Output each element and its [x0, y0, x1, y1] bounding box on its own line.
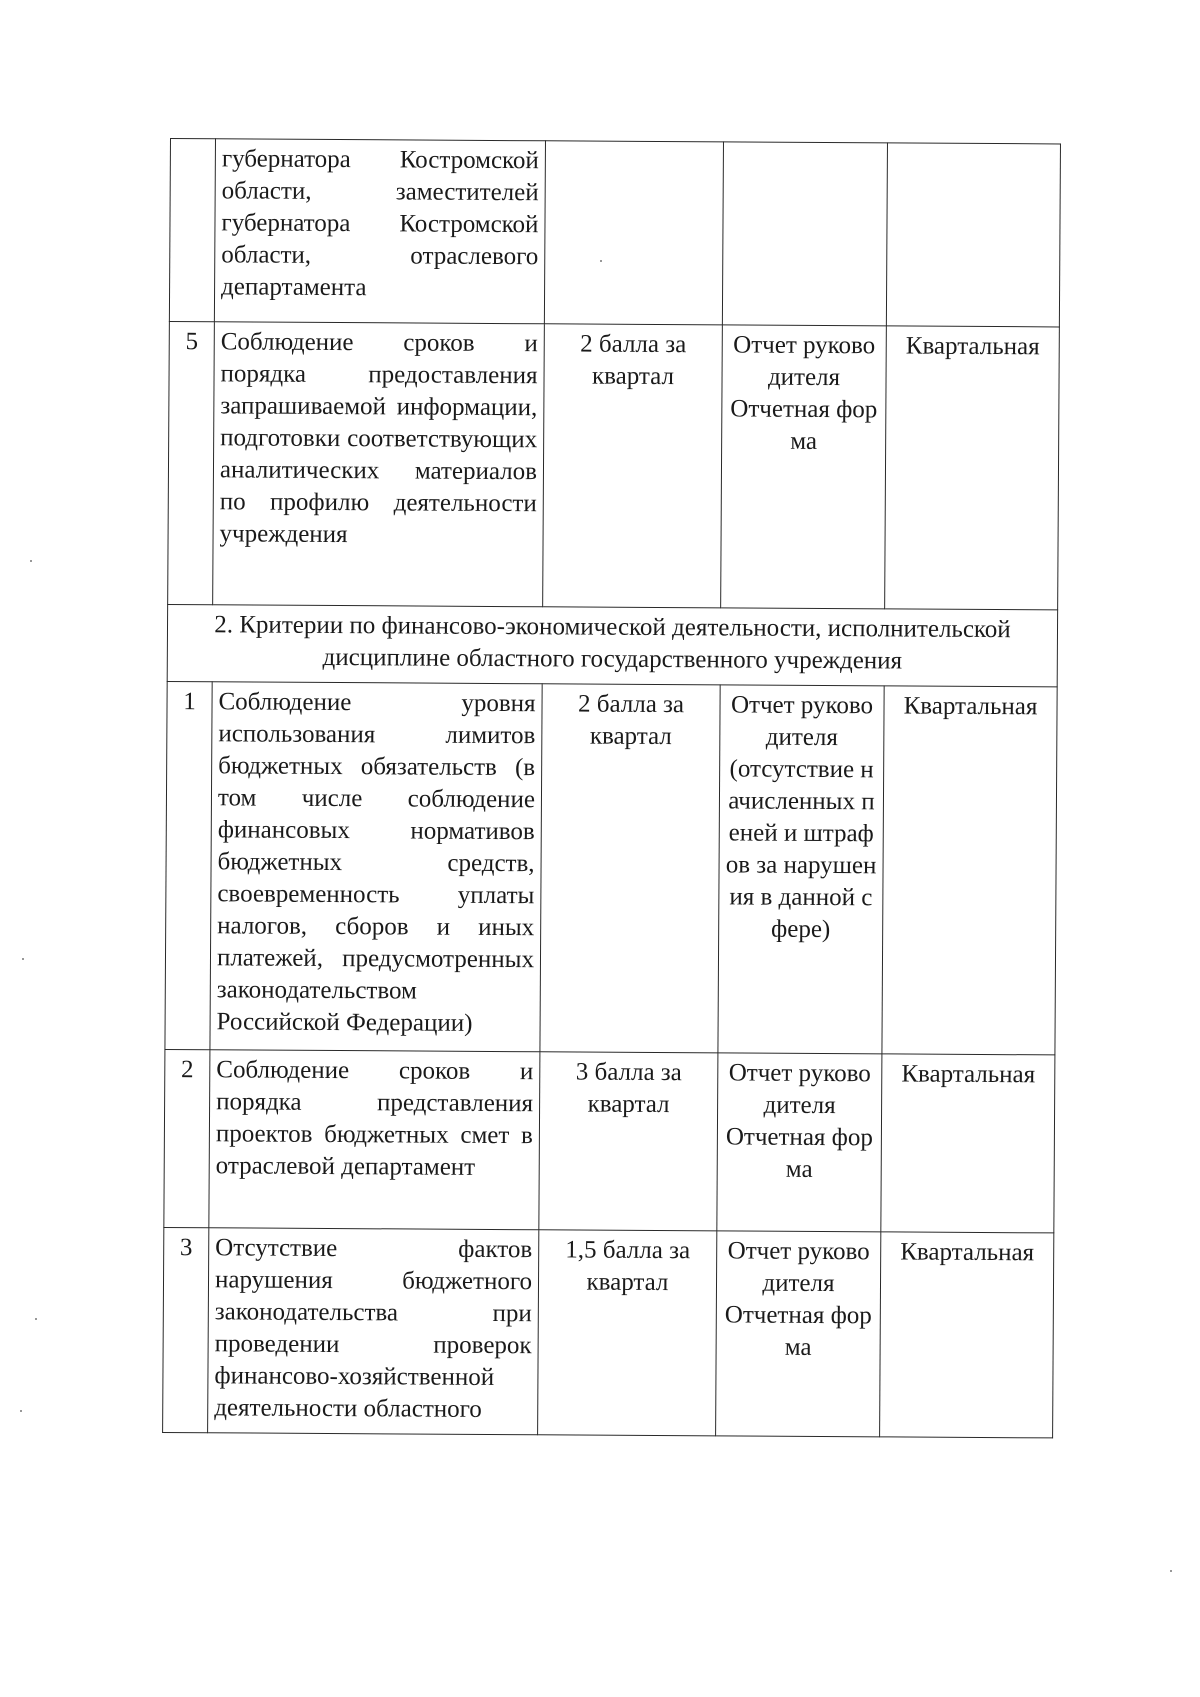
source-line: Отчет руководителя — [733, 331, 876, 392]
criterion-source — [722, 142, 887, 326]
criterion-score — [544, 141, 723, 325]
scan-speck — [20, 1410, 22, 1412]
table-row — [164, 1049, 1055, 1232]
criterion-frequency: Квартальная — [885, 326, 1060, 610]
criterion-frequency: Квартальная — [881, 1054, 1055, 1233]
criterion-source — [716, 1231, 881, 1437]
row-number: 2 — [164, 1049, 210, 1227]
criteria-table — [162, 138, 1061, 1438]
table-row — [163, 1227, 1054, 1437]
criterion-score: 2 балла за квартал — [543, 324, 723, 608]
source-line: Отчет руководителя — [730, 691, 874, 752]
row-number: 3 — [163, 1227, 209, 1432]
table-row — [168, 321, 1060, 609]
source-line: Отчетная форма — [725, 1123, 873, 1183]
criterion-source — [717, 1053, 882, 1232]
criterion-source — [718, 685, 884, 1054]
source-line: Отчет руководителя — [728, 1059, 871, 1120]
criterion-name: Соблюдение уровня использования лимитов бюджетных обязательств (в том числе соблюдение финансовых нормативов бюджетных средств, своевременность уплаты налогов, сборов и иных платежей, предусмотренных законодательством Российской Федерации) — [210, 682, 542, 1052]
table-row-continuation — [169, 139, 1060, 327]
source-line: Отчетная форма — [724, 1301, 872, 1361]
row-number: 1 — [165, 681, 212, 1049]
scan-speck — [30, 560, 32, 562]
scan-speck — [600, 260, 602, 262]
table-row — [165, 681, 1057, 1054]
criterion-name: губернатора Костромской области, заместителей губернатора Костромской области, отраслевого департамента — [214, 139, 545, 324]
source-line: (отсутствие начисленных пеней и штрафов за нарушения в данной сфере) — [725, 755, 877, 944]
criterion-source — [721, 325, 887, 609]
criterion-frequency — [886, 143, 1060, 327]
section-header-row — [167, 604, 1057, 686]
source-line: Отчет руководителя — [727, 1237, 870, 1298]
section-title: 2. Критерии по финансово-экономической деятельности, исполнительской дисциплине областного государственного учреждения — [167, 604, 1057, 686]
criterion-name: Соблюдение сроков и порядка предоставления запрашиваемой информации, подготовки соответствующих аналитических материалов по профилю деятельности учреждения — [213, 322, 545, 607]
scan-speck — [1170, 1570, 1172, 1572]
criterion-name: Соблюдение сроков и порядка представления проектов бюджетных смет в отраслевой департамент — [209, 1050, 540, 1230]
scan-speck — [35, 1318, 37, 1320]
criterion-frequency: Квартальная — [882, 686, 1057, 1055]
source-line: Отчетная форма — [730, 395, 878, 455]
criterion-name: Отсутствие фактов нарушения бюджетного законодательства при проведении проверок финансово-хозяйственной деятельности областного — [208, 1228, 539, 1435]
criterion-score: 2 балла за квартал — [540, 684, 720, 1053]
row-number: 5 — [168, 321, 215, 604]
criterion-frequency: Квартальная — [880, 1232, 1054, 1438]
scan-speck — [22, 958, 24, 960]
row-number — [169, 139, 215, 322]
criterion-score: 3 балла за квартал — [539, 1052, 718, 1231]
criterion-score: 1,5 балла за квартал — [538, 1230, 717, 1436]
